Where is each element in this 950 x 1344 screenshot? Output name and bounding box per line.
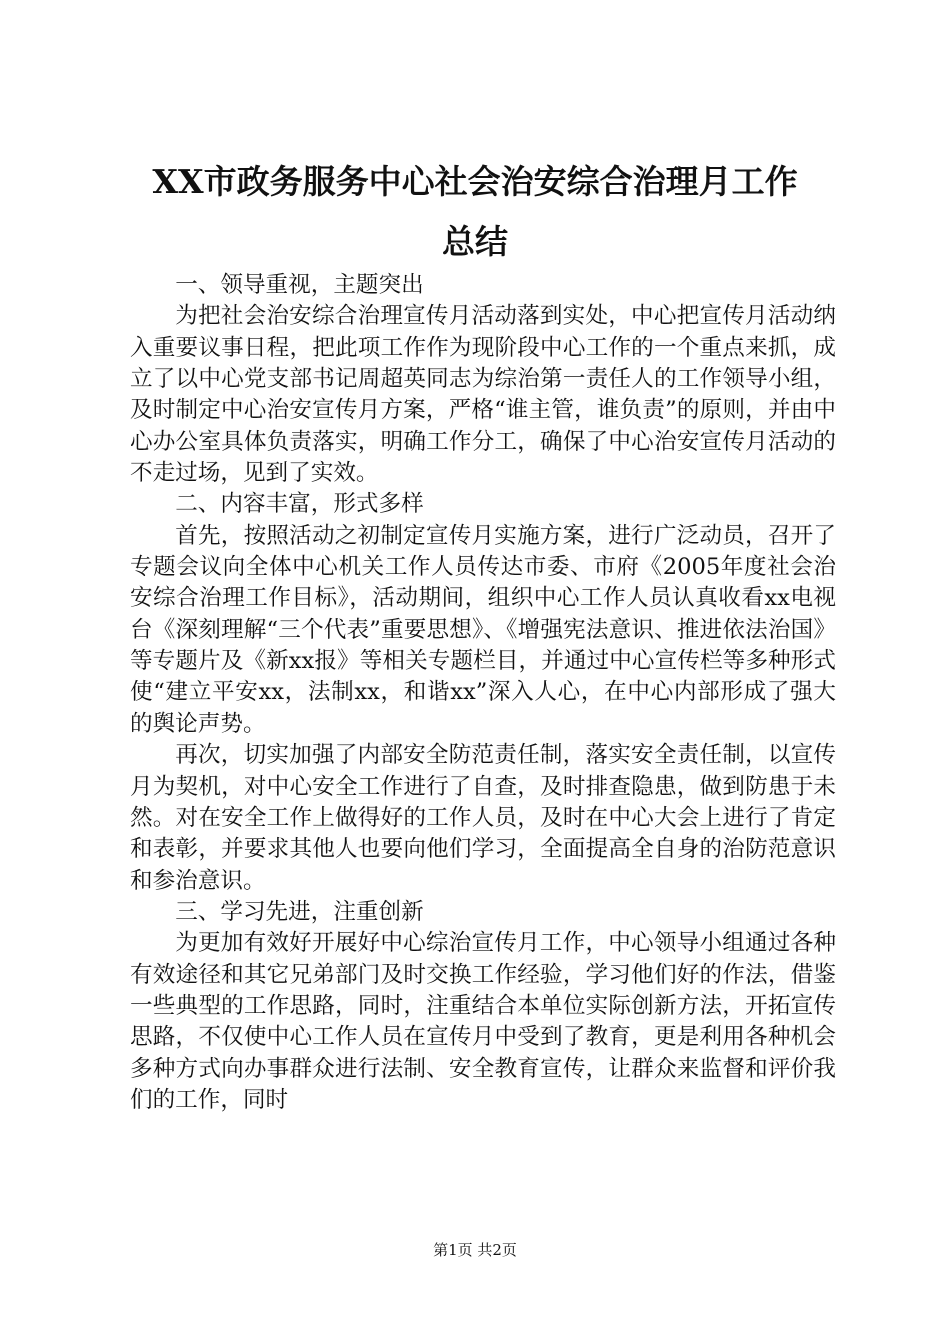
section-heading-2: 二、内容丰富，形式多样 (175, 491, 424, 518)
paragraph-4: 为更加有效好开展好中心综治宣传月工作，中心领导小组通过各种有效途径和其它兄弟部门及时交换工作经验，学习他们好的作法，借鉴一些典型的工作思路，同时，注重结合本单位实际创新方法，开拓宣传思路，不仅使中心工作人员在宣传月中受到了教育，更是利用各种机会多种方式向办事群众进行法制、安全教育宣传，让群众来监督和评价我们的工作，同时 (130, 930, 836, 1113)
document-title-line-1: XX市政务服务中心社会治安综合治理月工作 (152, 162, 798, 201)
document-body (130, 270, 836, 1116)
section-heading-1: 一、领导重视，主题突出 (175, 272, 424, 298)
paragraph-2: 首先，按照活动之初制定宣传月实施方案，进行广泛动员，召开了专题会议向全体中心机关工作人员传达市委、市府《2005年度社会治安综合治理工作目标》，活动期间，组织中心工作人员认真收看xx电视台《深刻理解“三个代表”重要思想》、《增强宪法意识、推进依法治国》等专题片及《新xx报》等相关专题栏目，并通过中心宣传栏等多种形式使“建立平安xx，法制xx，和谐xx”深入人心，在中心内部形成了强大的舆论声势。 (130, 522, 836, 737)
document-title-line-2: 总结 (442, 222, 508, 261)
paragraph-1: 为把社会治安综合治理宣传月活动落到实处，中心把宣传月活动纳入重要议事日程，把此项工作作为现阶段中心工作的一个重点来抓，成立了以中心党支部书记周超英同志为综治第一责任人的工作领导小组，及时制定中心治安宣传月方案，严格“谁主管，谁负责”的原则，并由中心办公室具体负责落实，明确工作分工，确保了中心治安宣传月活动的不走过场，见到了实效。 (130, 303, 836, 487)
page-footer: 第1页 共2页 (433, 1241, 517, 1259)
section-heading-3: 三、学习先进，注重创新 (175, 898, 424, 925)
paragraph-3: 再次，切实加强了内部安全防范责任制，落实安全责任制，以宣传月为契机，对中心安全工作进行了自查，及时排查隐患，做到防患于未然。对在安全工作上做得好的工作人员，及时在中心大会上进行了肯定和表彰，并要求其他人也要向他们学习，全面提高全自身的治防范意识和参治意识。 (130, 742, 836, 894)
